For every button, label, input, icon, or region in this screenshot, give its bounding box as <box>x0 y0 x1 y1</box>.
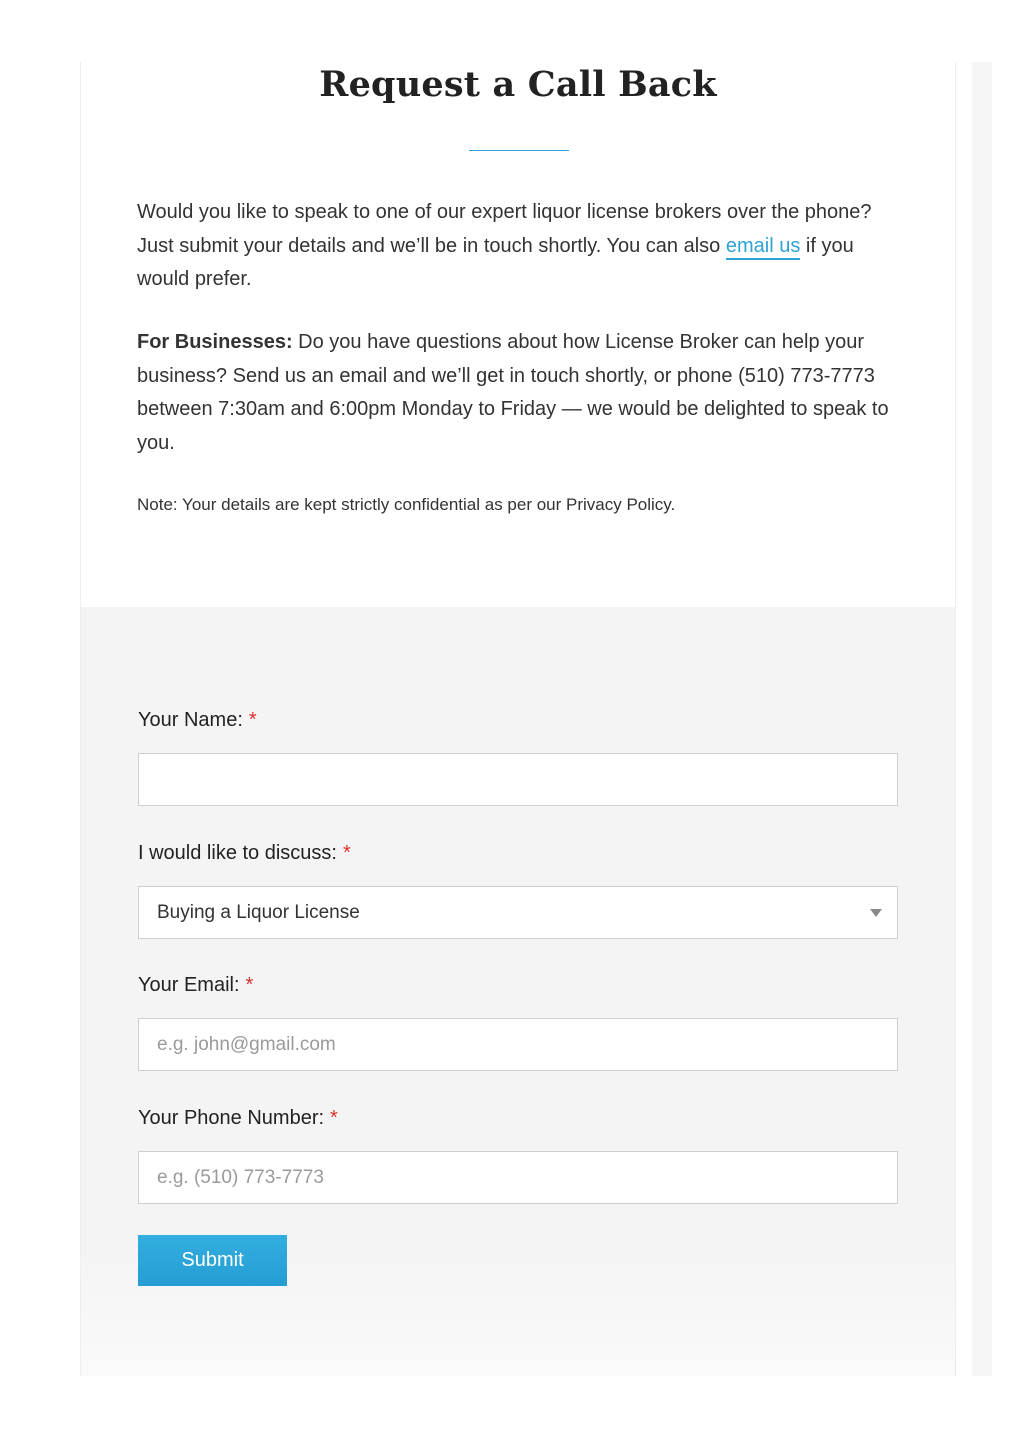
intro-paragraph <box>137 196 897 297</box>
intro-text-start: Would you like to speak to one of our expert liquor license brokers over the phone? Just submit your details and we’ll be in touch shortly. You can also <box>137 201 872 257</box>
email-input-placeholder: e.g. john@gmail.com <box>157 1033 336 1055</box>
phone-label <box>138 1107 338 1130</box>
intro-text-end: if you would prefer. <box>137 234 854 290</box>
name-input[interactable] <box>138 753 898 806</box>
businesses-paragraph <box>137 326 897 460</box>
chevron-down-icon <box>870 909 882 917</box>
discuss-label <box>138 842 351 865</box>
email-input[interactable] <box>138 1018 898 1071</box>
privacy-note: Note: Your details are kept strictly confidential as per our Privacy Policy. <box>137 495 676 514</box>
page-title: Request a Call Back <box>319 64 717 105</box>
name-label-text: Your Name: <box>138 709 243 731</box>
businesses-lead: For Businesses: <box>137 331 293 353</box>
businesses-text: Do you have questions about how License Broker can help your business? Send us an email and we’ll get in touch shortly, or phone (510) 773-7773 between 7:30am and 6:00pm Monday to Friday — we would be delighted to speak to you. <box>137 331 889 454</box>
right-scroll-rail <box>972 62 992 1376</box>
phone-label-text: Your Phone Number: <box>138 1107 325 1129</box>
phone-required-mark: * <box>330 1107 338 1129</box>
name-label <box>138 709 257 732</box>
callback-card <box>80 62 956 1376</box>
discuss-selected-value: Buying a Liquor License <box>157 901 360 923</box>
email-us-link[interactable]: email us <box>726 235 800 260</box>
phone-input-placeholder: e.g. (510) 773-7773 <box>157 1166 324 1188</box>
email-label-text: Your Email: <box>138 974 240 996</box>
discuss-select[interactable] <box>138 886 898 939</box>
discuss-label-text: I would like to discuss: <box>138 842 337 864</box>
email-label <box>138 974 253 997</box>
discuss-required-mark: * <box>342 842 351 864</box>
title-divider <box>469 150 569 151</box>
submit-button[interactable]: Submit <box>138 1235 287 1286</box>
phone-input[interactable] <box>138 1151 898 1204</box>
name-required-mark: * <box>248 709 257 731</box>
email-required-mark: * <box>245 974 254 996</box>
